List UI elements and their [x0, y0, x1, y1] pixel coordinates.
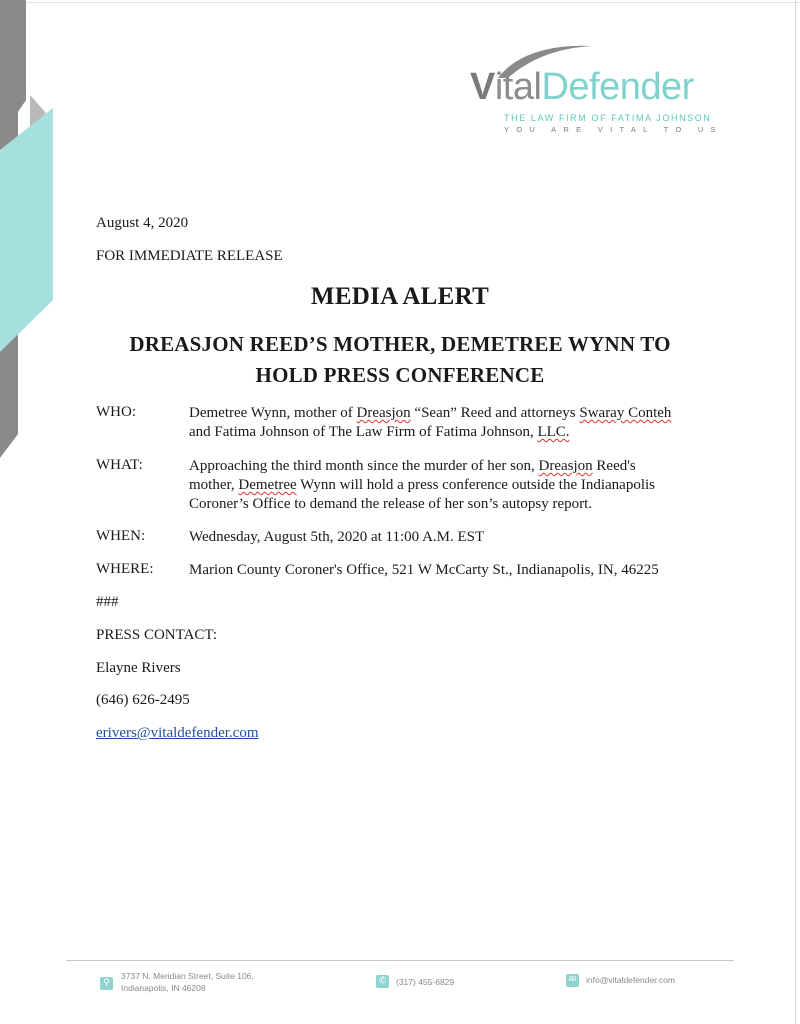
location-icon: ⚲ [100, 977, 113, 990]
phone-icon: ✆ [376, 975, 389, 988]
logo-tagline: THE LAW FIRM OF FATIMA JOHNSON [504, 113, 712, 123]
who-label: WHO: [96, 404, 136, 420]
page-right-border [795, 0, 796, 1024]
footer-email: info@vitaldefender.com [586, 975, 675, 985]
footer-address: 3737 N. Meridian Street, Suite 106, Indianapolis, IN 46208 [121, 971, 254, 993]
logo-letter-v: V [470, 66, 495, 108]
headline-line-2: HOLD PRESS CONFERENCE [255, 363, 545, 387]
when-label: WHEN: [96, 528, 146, 544]
vital-defender-logo [470, 40, 740, 135]
spellcheck-word: LLC. [537, 424, 570, 440]
page-top-border [0, 2, 800, 3]
page-title: MEDIA ALERT [310, 283, 490, 310]
where-value: Marion County Coroner's Office, 521 W McCarty St., Indianapolis, IN, 46225 [189, 562, 659, 578]
headline-line-1: DREASJON REED’S MOTHER, DEMETREE WYNN TO [129, 332, 671, 356]
spellcheck-word: Swaray Conteh [579, 405, 672, 421]
spellcheck-word: Demetree [238, 477, 297, 493]
where-label: WHERE: [96, 561, 154, 577]
mail-icon: ✉ [566, 974, 579, 987]
what-label: WHAT: [96, 457, 143, 473]
headline [0, 329, 800, 391]
logo-subline: YOU ARE VITAL TO US [504, 125, 723, 134]
contact-phone: (646) 626-2495 [96, 692, 190, 708]
spellcheck-word: Dreasjon [538, 458, 593, 474]
when-value: Wednesday, August 5th, 2020 at 11:00 A.M. EST [189, 529, 485, 545]
contact-email-link[interactable]: erivers@vitaldefender.com [96, 725, 259, 741]
press-contact-label: PRESS CONTACT: [96, 627, 217, 643]
decorative-side-strip [0, 0, 60, 470]
release-date: August 4, 2020 [96, 215, 189, 231]
what-value: Approaching the third month since the murder of her son, Dreasjon Reed's mother, Demetree Wynn will hold a press conference outside the Indianapolis Coroner’s Office to demand the release of her son’s autopsy report. [189, 458, 655, 512]
spellcheck-word: Dreasjon [356, 405, 411, 421]
logo-ital: ital [494, 66, 542, 108]
footer-phone: (317) 455-6829 [396, 977, 455, 987]
contact-name: Elayne Rivers [96, 660, 181, 676]
end-mark: ### [96, 594, 119, 610]
who-value: Demetree Wynn, mother of Dreasjon “Sean” Reed and attorneys Swaray Conteh and Fatima Johnson of The Law Firm of Fatima Johnson, LLC. [189, 405, 672, 440]
logo-defender: Defender [541, 66, 694, 108]
release-type: FOR IMMEDIATE RELEASE [96, 248, 283, 264]
footer-divider [66, 960, 734, 961]
